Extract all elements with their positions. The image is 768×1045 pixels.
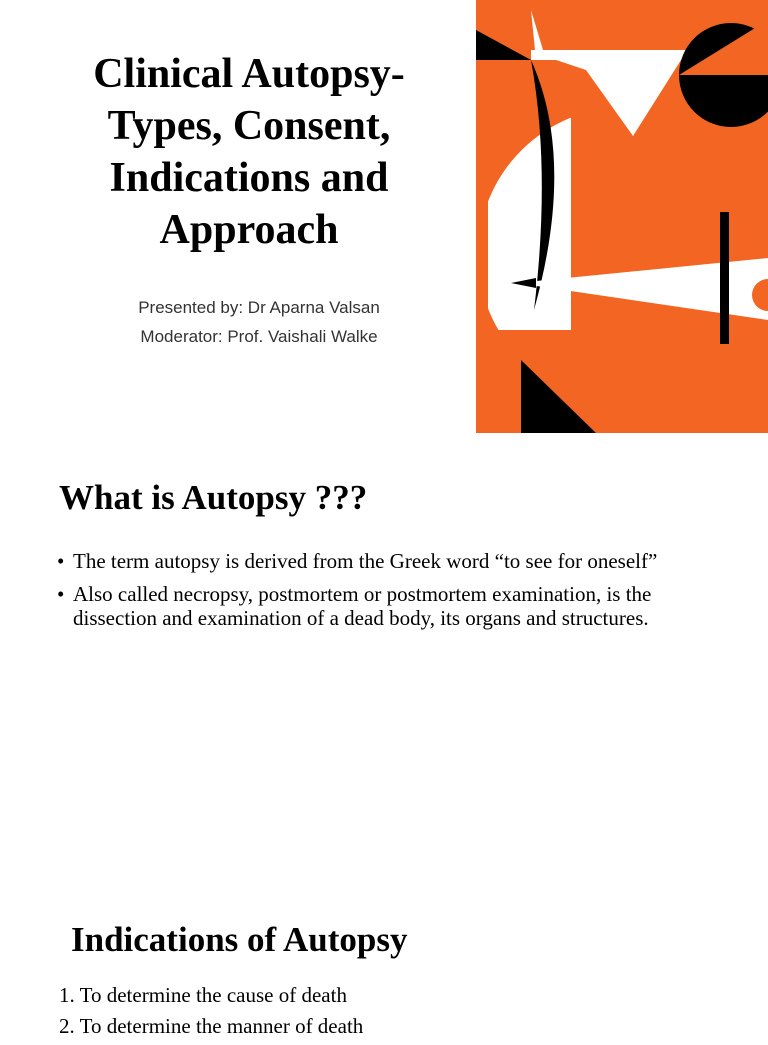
bullet-item [57,549,737,573]
bullet-text: The term autopsy is derived from the Greek word “to see for oneself” [73,549,658,573]
abstract-art-svg [476,0,768,433]
indications-slide [0,898,768,1038]
list-item: 1. To determine the cause of death [59,983,347,1007]
art-black-bar [720,212,729,344]
slide-heading: Indications of Autopsy [71,920,408,959]
definition-slide [0,433,768,898]
title-line: Approach [159,207,339,253]
title-line: Clinical Autopsy- [93,51,405,97]
presented-by-text: Presented by: Dr Aparna Valsan [138,298,380,317]
numbered-list [59,983,739,1045]
bullet-marker: • [57,582,65,606]
bullet-marker: • [57,549,65,573]
list-item: 2. To determine the manner of death [59,1014,364,1038]
bullet-text: Also called necropsy, postmortem or postmortem examination, is the dissection and examination of a dead body, its organs and structures. [73,582,652,630]
bullet-list [57,549,737,639]
slide-title [20,48,478,256]
title-line: Types, Consent, [107,103,391,149]
presenter-info [20,293,498,351]
title-line: Indications and [109,155,389,201]
title-slide [0,0,768,433]
slide-heading: What is Autopsy ??? [59,478,368,517]
abstract-art-image [476,0,768,433]
moderator-text: Moderator: Prof. Vaishali Walke [140,327,378,346]
art-left-strip [476,0,488,433]
bullet-item [57,582,737,630]
